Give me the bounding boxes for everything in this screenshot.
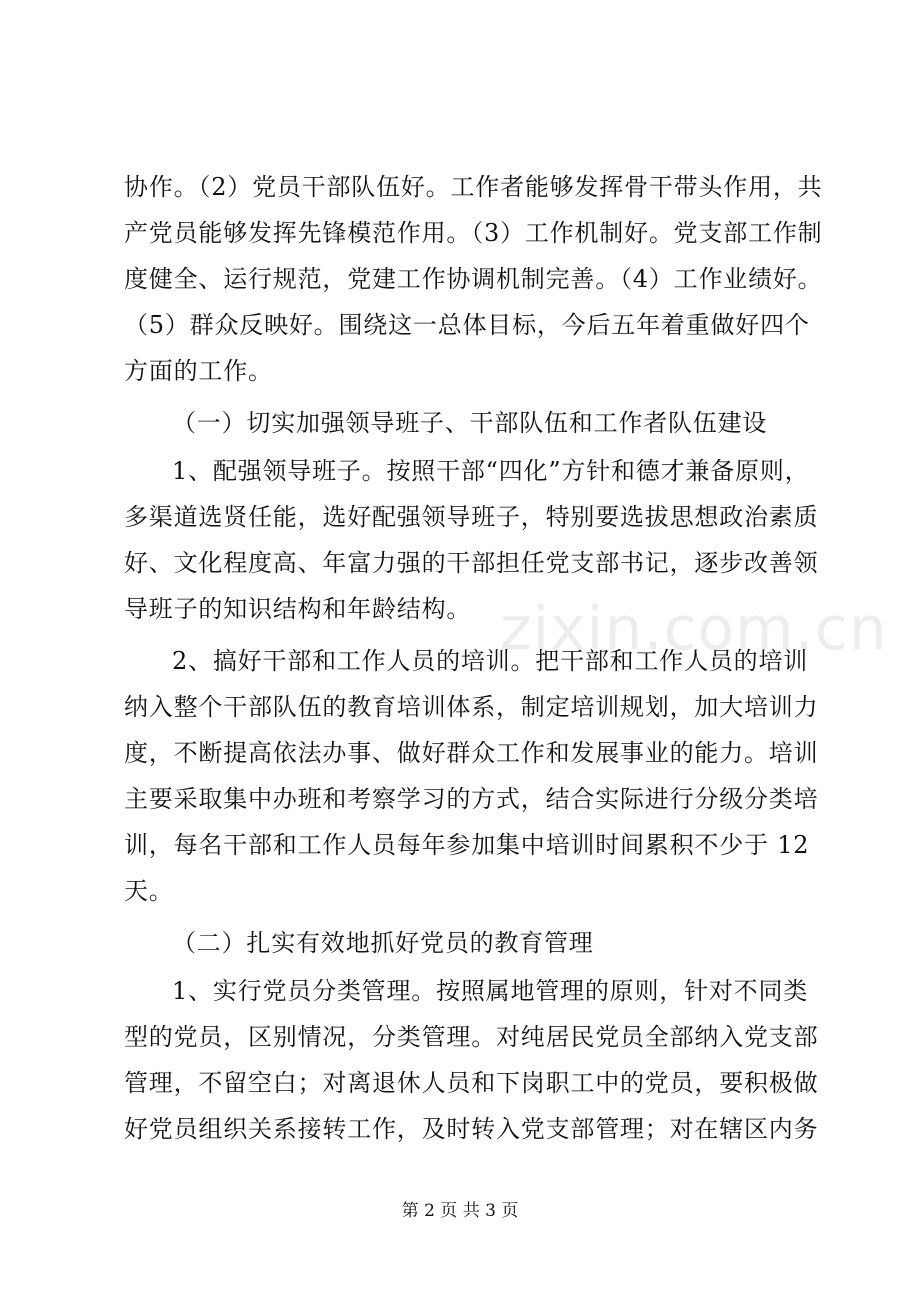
body-line: 纳入整个干部队伍的教育培训体系，制定培训规划，加大培训力: [124, 693, 819, 721]
body-line: 协作。（2）党员干部队伍好。工作者能够发挥骨干带头作用，共: [124, 173, 823, 201]
body-line: 好、文化程度高、年富力强的干部担任党支部书记，逐步改善领: [124, 549, 819, 577]
body-line: 训，每名干部和工作人员每年参加集中培训时间累积不少于 12: [124, 831, 810, 859]
body-line: 多渠道选贤任能，选好配强领导班子，特别要选拔思想政治素质: [124, 503, 819, 531]
body-line: 导班子的知识结构和年龄结构。: [124, 595, 472, 623]
body-line: （5）群众反映好。围绕这一总体目标，今后五年着重做好四个: [124, 311, 810, 339]
body-line: 型的党员，区别情况，分类管理。对纯居民党员全部纳入党支部: [124, 1023, 819, 1051]
body-line: 度，不断提高依法办事、做好群众工作和发展事业的能力。培训: [124, 739, 819, 767]
section-heading-1: （一）切实加强领导班子、干部队伍和工作者队伍建设: [172, 409, 768, 437]
body-line: 1、实行党员分类管理。按照属地管理的原则，针对不同类: [172, 977, 809, 1005]
body-line: 天。: [124, 877, 174, 905]
watermark: zixin.com.cn: [500, 594, 888, 664]
body-line: 度健全、运行规范，党建工作协调机制完善。（4）工作业绩好。: [124, 265, 823, 293]
body-line: 好党员组织关系接转工作，及时转入党支部管理；对在辖区内务: [124, 1115, 819, 1143]
section-heading-2: （二）扎实有效地抓好党员的教育管理: [172, 929, 594, 957]
page-number-footer: 第 2 页 共 3 页: [401, 1201, 519, 1221]
body-line: 产党员能够发挥先锋模范作用。（3）工作机制好。党支部工作制: [124, 219, 823, 247]
body-line: 管理，不留空白；对离退休人员和下岗职工中的党员，要积极做: [124, 1069, 819, 1097]
body-line: 2、搞好干部和工作人员的培训。把干部和工作人员的培训: [172, 647, 809, 675]
body-line: 1、配强领导班子。按照干部“四化”方针和德才兼备原则，: [172, 457, 810, 485]
body-line: 方面的工作。: [124, 357, 273, 385]
body-line: 主要采取集中办班和考察学习的方式，结合实际进行分级分类培: [124, 785, 819, 813]
